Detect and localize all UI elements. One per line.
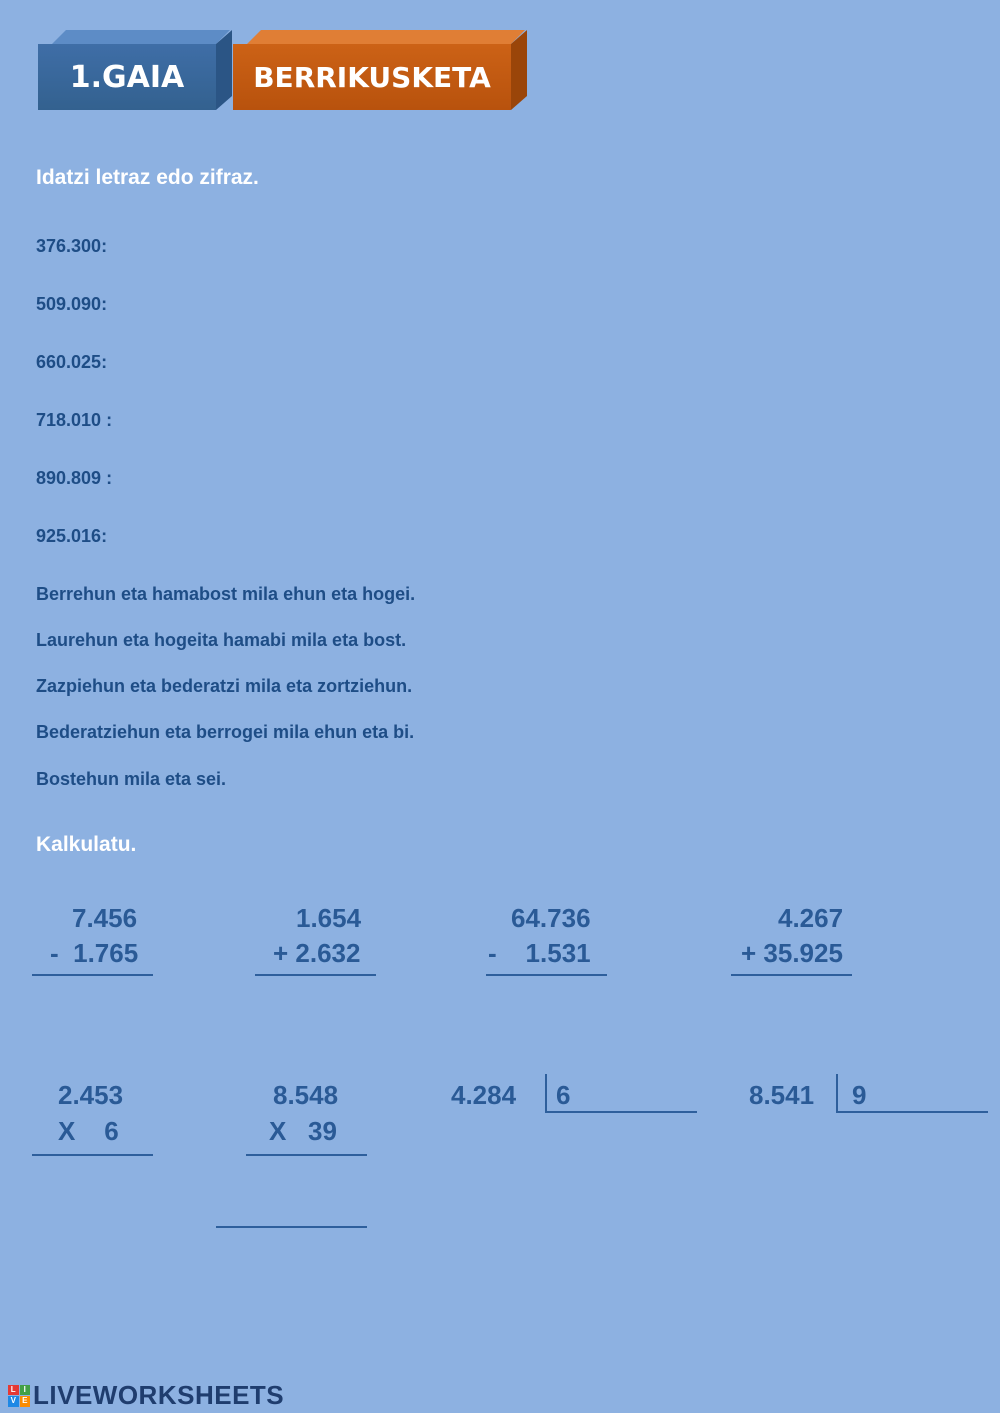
divisor: 6 [556,1080,571,1110]
number-item: 718.010 : [36,410,113,430]
page-title: BERRIKUSKETA [233,44,511,110]
title-header-box [233,30,529,112]
operand-bottom: + 2.632 [273,938,361,968]
operand-top: 7.456 [72,903,138,933]
answer-line[interactable] [246,1154,367,1156]
answer-line[interactable] [216,1226,367,1228]
number-item: 890.809 : [36,468,113,488]
operand-bottom: - 1.531 [488,938,591,968]
unit-header-box [38,30,234,112]
operand-bottom: X 39 [269,1116,337,1146]
answer-line[interactable] [32,1154,153,1156]
unit-label: 1.GAIA [38,44,216,110]
answer-line[interactable] [731,974,852,976]
answer-line[interactable] [255,974,376,976]
operand-bottom: + 35.925 [741,938,843,968]
phrase-item: Bostehun mila eta sei. [36,769,227,789]
answer-line[interactable] [486,974,607,976]
operand-bottom: - 1.765 [50,938,139,968]
section-title-write: Idatzi letraz edo zifraz. [36,166,259,189]
answer-line[interactable] [32,974,153,976]
division-bracket [545,1074,547,1112]
phrase-item: Bederatziehun eta berrogei mila ehun eta bi. [36,722,415,742]
phrase-item: Laurehun eta hogeita hamabi mila eta bost. [36,630,407,650]
logo-mark-icon: L I V E [8,1385,30,1407]
division-line[interactable] [545,1111,697,1113]
dividend: 4.284 [451,1080,517,1110]
number-item: 925.016: [36,526,108,546]
operand-top: 64.736 [511,903,591,933]
phrase-item: Berrehun eta hamabost mila ehun eta hogei. [36,584,416,604]
liveworksheets-logo [8,1380,284,1411]
number-item: 376.300: [36,236,108,256]
operand-top: 1.654 [296,903,362,933]
operand-bottom: X 6 [58,1116,119,1146]
number-item: 509.090: [36,294,108,314]
division-bracket [836,1074,838,1112]
number-item: 660.025: [36,352,108,372]
operand-top: 4.267 [778,903,844,933]
operand-top: 8.548 [273,1080,339,1110]
section-title-calculate: Kalkulatu. [36,833,137,856]
divisor: 9 [852,1080,867,1110]
dividend: 8.541 [749,1080,815,1110]
logo-text: LIVEWORKSHEETS [33,1380,285,1410]
division-line[interactable] [836,1111,988,1113]
phrase-item: Zazpiehun eta bederatzi mila eta zortziehun. [36,676,413,696]
operand-top: 2.453 [58,1080,124,1110]
